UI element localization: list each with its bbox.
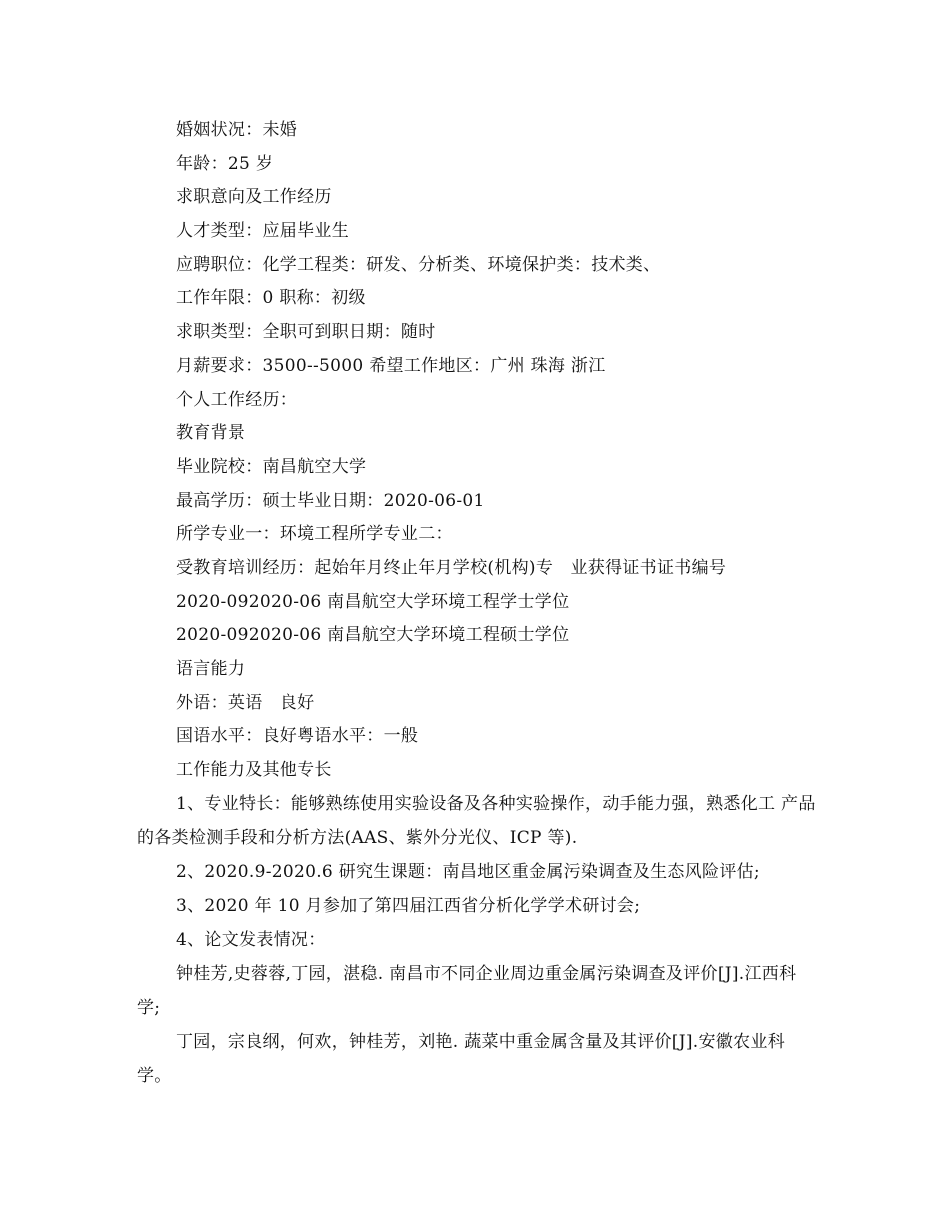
skill-paragraph-2: 2、2020.9-2020.6 研究生课题：南昌地区重金属污染调查及生态风险评估; [176,862,760,882]
degree-line: 最高学历：硕士毕业日期：2020-06-01 [176,491,485,511]
work-history-heading: 个人工作经历： [176,390,298,410]
skill-paragraph-1: 1、专业特长：能够熟练使用实验设备及各种实验操作，动手能力强，熟悉化工 产品的各类检测手段和分析方法(AAS、紫外分光仪、ICP 等). [137,794,816,848]
language-heading: 语言能力 [176,659,246,679]
education-heading: 教育背景 [176,423,246,443]
training-row-2: 2020-092020-06 南昌航空大学环境工程硕士学位 [176,625,570,645]
applied-position-line: 应聘职位：化学工程类：研发、分析类、环境保护类：技术类、 [176,255,661,275]
foreign-language-line: 外语：英语 良好 [176,693,315,713]
job-intention-heading: 求职意向及工作经历 [176,187,332,207]
publication-1: 钟桂芳,史蓉蓉,丁园，湛稳. 南昌市不同企业周边重金属污染调查及评价[J].江西科学; [137,964,797,1018]
salary-line: 月薪要求：3500--5000 希望工作地区：广州 珠海 浙江 [176,356,606,376]
talent-type-line: 人才类型：应届毕业生 [176,221,349,241]
publication-2: 丁园，宗良纲，何欢，钟桂芳，刘艳. 蔬菜中重金属含量及其评价[J].安徽农业科学。 [137,1032,785,1086]
school-line: 毕业院校：南昌航空大学 [176,457,367,477]
skill-paragraph-3: 3、2020 年 10 月参加了第四届江西省分析化学学术研讨会; [176,896,641,916]
mandarin-cantonese-line: 国语水平：良好粤语水平：一般 [176,726,419,746]
training-row-1: 2020-092020-06 南昌航空大学环境工程学士学位 [176,592,570,612]
training-header-line: 受教育培训经历：起始年月终止年月学校(机构)专 业获得证书证书编号 [176,558,727,578]
major-line: 所学专业一：环境工程所学专业二： [176,524,453,544]
skills-heading: 工作能力及其他专长 [176,760,332,780]
age-line: 年龄：25 岁 [176,154,274,174]
skill-paragraph-4: 4、论文发表情况： [176,930,326,950]
work-years-line: 工作年限：0 职称：初级 [176,288,366,308]
marital-status-line: 婚姻状况：未婚 [176,120,298,140]
job-type-line: 求职类型：全职可到职日期：随时 [176,322,436,342]
